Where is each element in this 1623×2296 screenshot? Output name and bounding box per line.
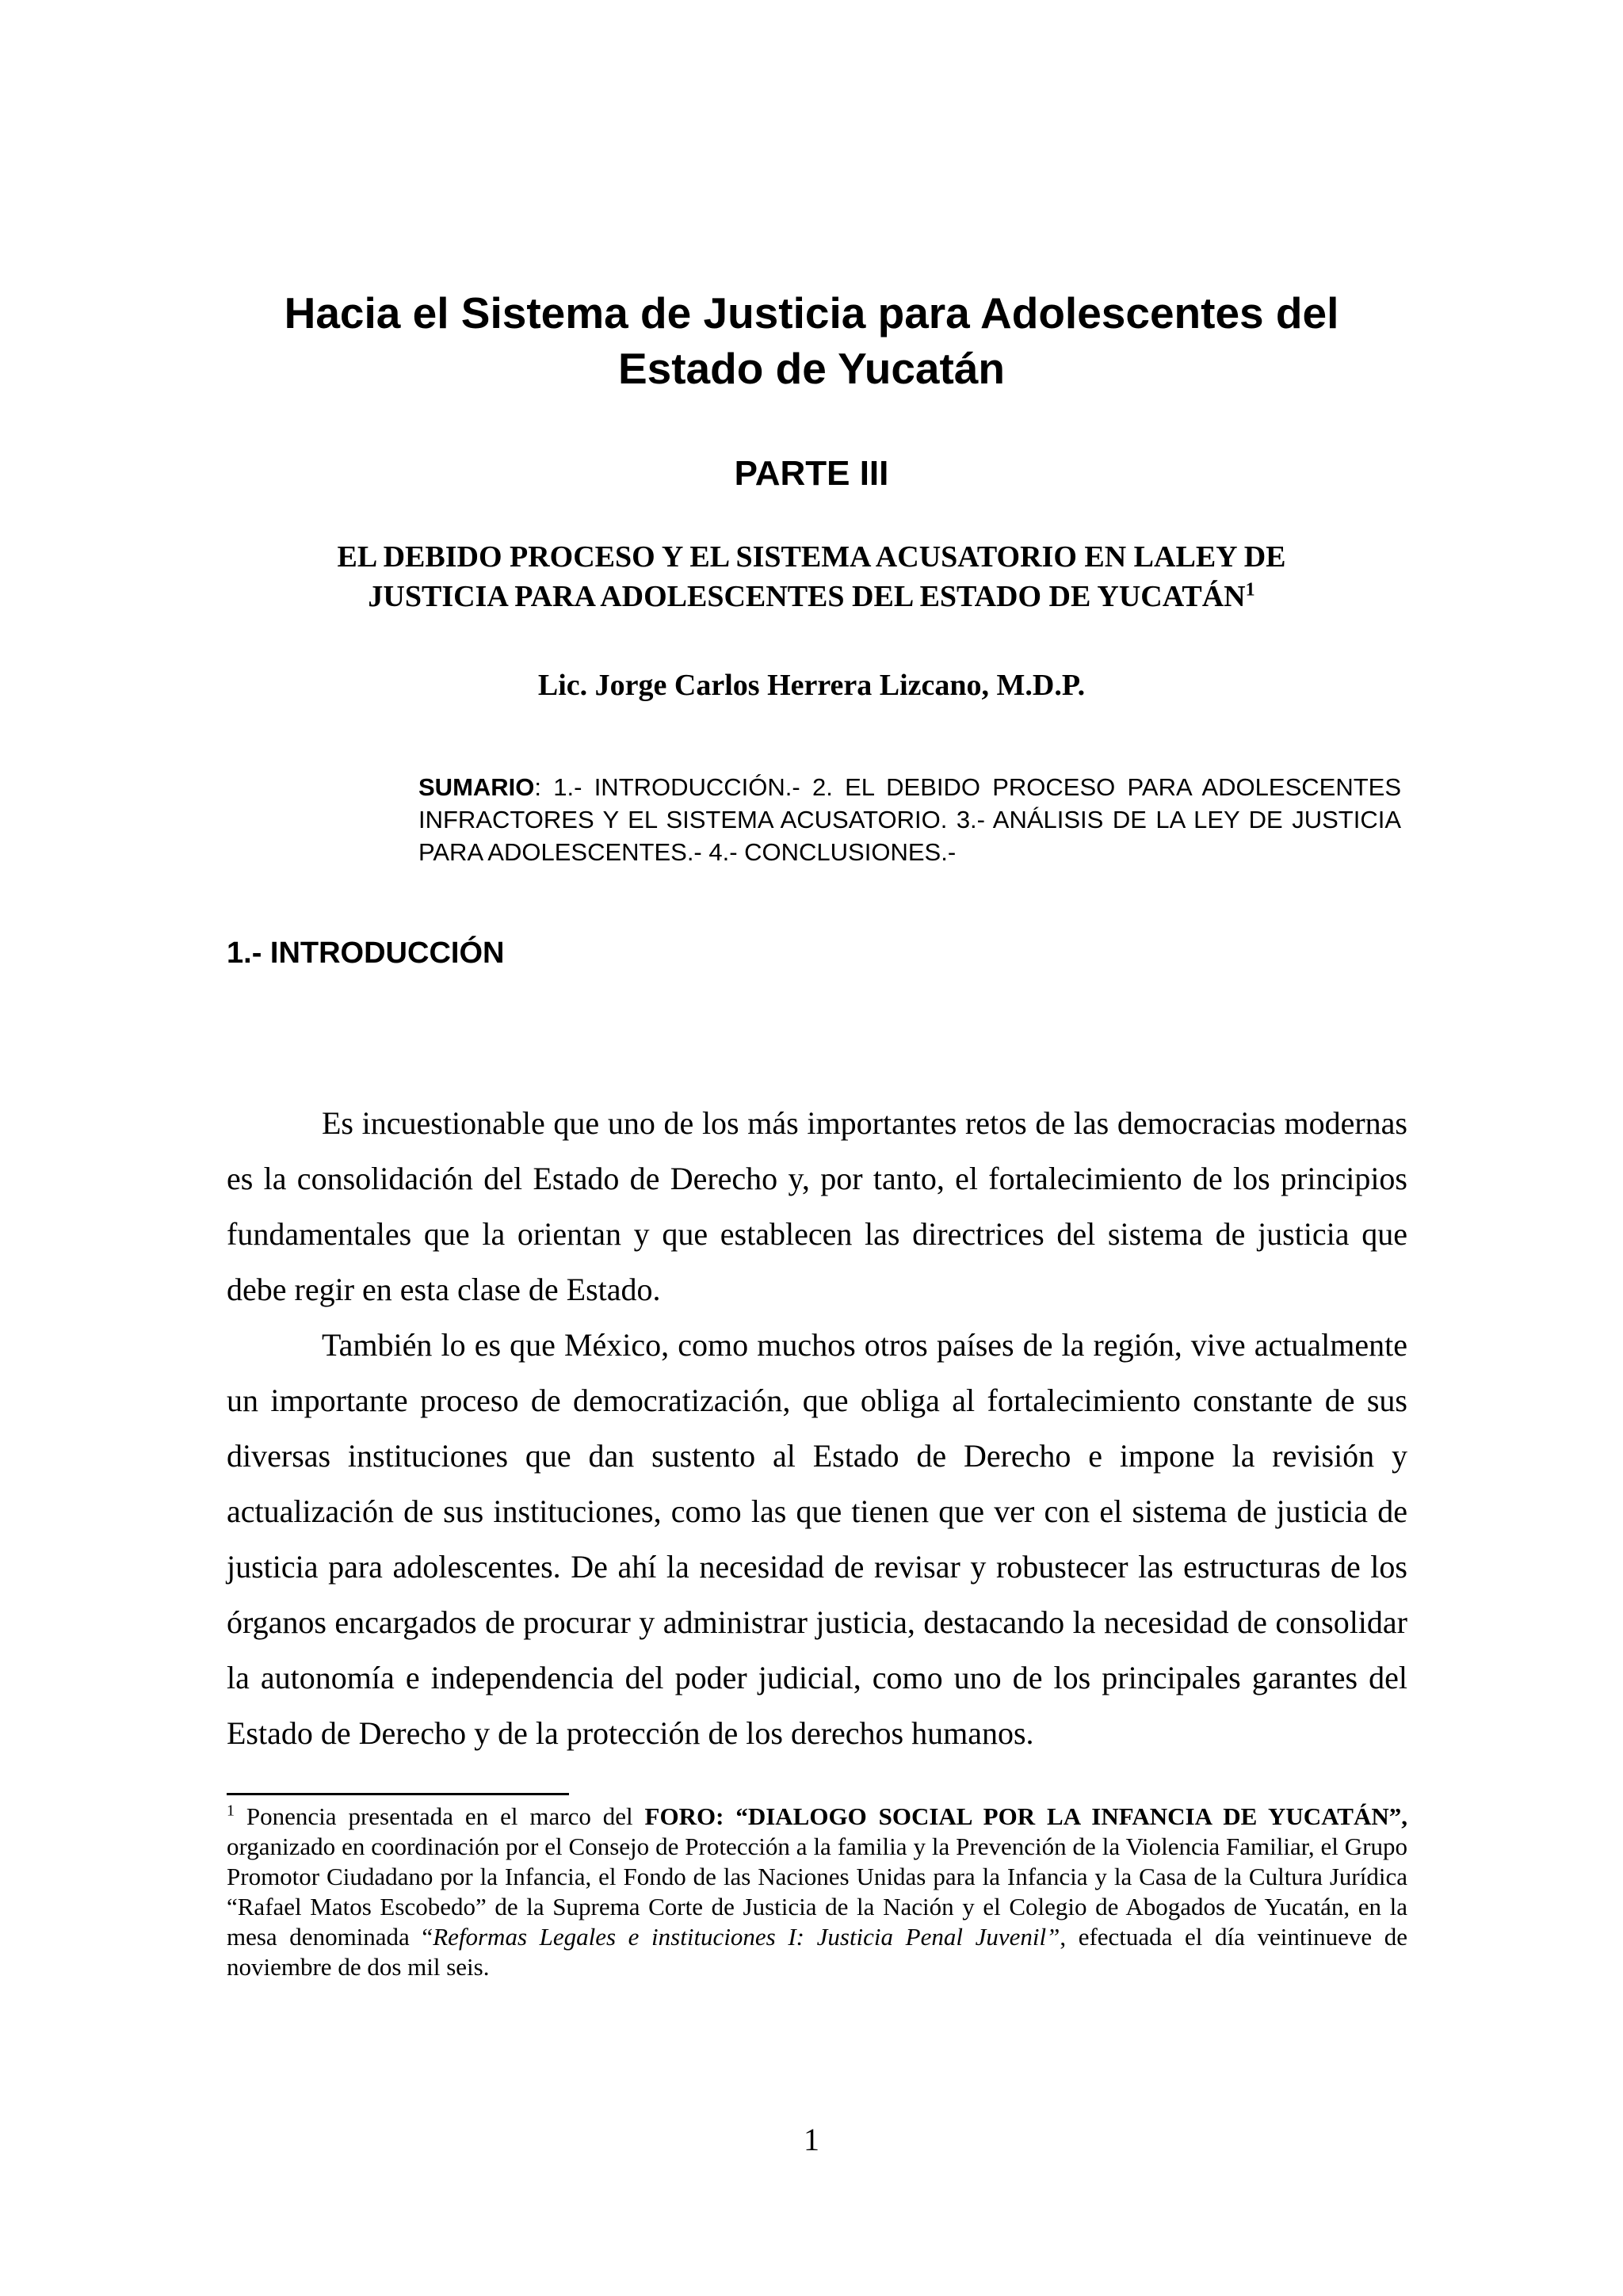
footnote-marker: 1: [227, 1802, 235, 1820]
footnote-end: , efectuada el día veintinueve de noviembre de dos mil seis.: [227, 1923, 1407, 1981]
paragraph: También lo es que México, como muchos otros países de la región, vive actualmente un importante proceso de democratización, que obliga al fortalecimiento constante de sus diversas instituciones que dan sustento al Estado de Derecho e impone la revisión y actualización de sus instituciones, como las que tienen que ver con el sistema de justicia de justicia para adolescentes. De ahí la necesidad de revisar y robustecer las estructuras de los órganos encargados de procurar y administrar justicia, destacando la necesidad de consolidar la autonomía e independencia del poder judicial, como uno de los principales garantes del Estado de Derecho y de la protección de los derechos humanos.: [227, 1327, 1407, 1751]
footnote-middle: organizado en coordinación por el Consejo de Protección a la familia y la Prevención de la Violencia Familiar, el Grupo Promotor Ciudadano por la Infancia, el Fondo de las Naciones Unidas para la Infancia y la Casa de la Cultura Jurídica “Rafael Matos Escobedo” de la Suprema Corte de Justicia de la Nación y el Colegio de Abogados de Yucatán, en la mesa denominada “: [227, 1833, 1407, 1951]
body-text: [227, 1096, 1407, 1761]
footnote: [227, 1802, 1407, 1982]
section-heading: 1.- INTRODUCCIÓN: [227, 936, 505, 970]
title-line-1: Hacia el Sistema de Justicia para Adolescentes del: [284, 288, 1339, 338]
subtitle-line-2: JUSTICIA PARA ADOLESCENTES DEL ESTADO DE YUCATÁN: [368, 580, 1246, 613]
sumario-label: SUMARIO: [418, 773, 535, 801]
sumario: [418, 771, 1401, 868]
part-heading: PARTE III: [734, 454, 889, 493]
paragraph: Es incuestionable que uno de los más importantes retos de las democracias modernas es la consolidación del Estado de Derecho y, por tanto, el fortalecimiento de los principios fundamentales que la orientan y que establecen las directrices del sistema de justicia que debe regir en esta clase de Estado.: [227, 1105, 1407, 1307]
subtitle: [238, 537, 1385, 616]
sumario-text: : 1.- INTRODUCCIÓN.- 2. EL DEBIDO PROCESO PARA ADOLESCENTES INFRACTORES Y EL SISTEMA ACUSATORIO. 3.- ANÁLISIS DE LA LEY DE JUSTICIA PARA ADOLESCENTES.- 4.- CONCLUSIONES.-: [418, 773, 1401, 866]
subtitle-line-1: EL DEBIDO PROCESO Y EL SISTEMA ACUSATORIO EN LALEY DE: [337, 540, 1286, 574]
author: Lic. Jorge Carlos Herrera Lizcano, M.D.P.: [537, 669, 1086, 702]
footnote-italic-title: Reformas Legales e instituciones I: Justicia Penal Juvenil”: [433, 1923, 1060, 1951]
footnote-separator: [227, 1793, 569, 1795]
page-number: 1: [804, 2122, 819, 2157]
footnote-reference: 1: [1245, 579, 1255, 601]
footnote-event: FORO: “DIALOGO SOCIAL POR LA INFANCIA DE YUCATÁN”,: [644, 1802, 1407, 1830]
footnote-intro: Ponencia presentada en el marco del: [235, 1802, 645, 1830]
document-title: [198, 285, 1425, 396]
title-line-2: Estado de Yucatán: [617, 344, 1006, 393]
